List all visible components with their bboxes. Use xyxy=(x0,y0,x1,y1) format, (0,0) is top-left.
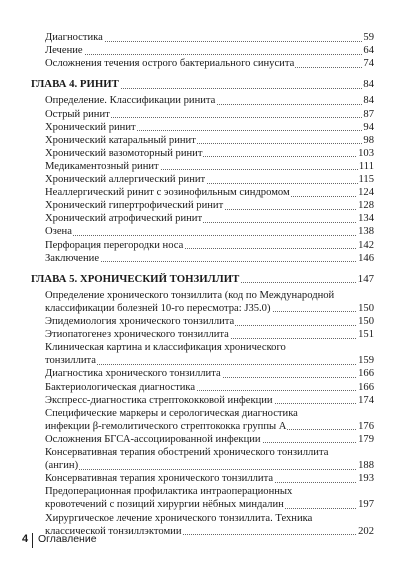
toc-entry-title: Хронический катаральный ринит xyxy=(45,134,196,146)
toc-page-number: 138 xyxy=(358,226,374,238)
toc-entry xyxy=(0,367,410,380)
toc-entry xyxy=(0,407,410,433)
toc-entry xyxy=(0,341,410,367)
toc-page-number: 151 xyxy=(358,329,374,341)
toc-entry-title: Медикаментозный ринит xyxy=(45,160,159,172)
toc-entry xyxy=(0,239,410,252)
toc-page-number: 166 xyxy=(358,368,374,380)
toc-entry-title: Определение. Классификации ринита xyxy=(45,95,216,107)
toc-page-number: 193 xyxy=(358,473,374,485)
footer-section-label: Оглавление xyxy=(38,533,97,545)
toc-page-number: 150 xyxy=(358,316,374,327)
toc-leader-dots xyxy=(45,54,370,55)
toc-entry-title: Лечение xyxy=(45,45,83,57)
toc-entry xyxy=(0,134,410,147)
toc-page-number: 94 xyxy=(363,121,374,133)
toc-entry xyxy=(0,121,410,134)
toc-chapter-heading xyxy=(0,78,410,91)
toc-entry-title: Неаллергический ринит с эозинофильным синдромом xyxy=(45,187,290,199)
toc-entry-title: Определение хронического тонзиллита (код по Международной xyxy=(45,289,335,301)
toc-entry-title: Консервативная терапия хронического тонзиллита xyxy=(45,473,274,485)
toc-entry-title-continued: кровотечений с позиций хирургии нёбных миндалин xyxy=(45,499,284,511)
toc-page-number: 115 xyxy=(358,174,374,185)
toc-entry-title-continued: классификации болезней 10-го пересмотра: J35.0) xyxy=(45,302,271,314)
toc-entry xyxy=(0,160,410,173)
toc-entry xyxy=(0,199,410,212)
toc-entry-title: Эпидемиология хронического тонзиллита xyxy=(45,316,235,327)
toc-page-number: 74 xyxy=(363,58,374,70)
toc-page-number: 134 xyxy=(358,213,374,225)
toc-page-number: 111 xyxy=(358,160,374,172)
toc-entry-title-continued: (ангин) xyxy=(45,460,79,472)
toc-page-number: 197 xyxy=(358,499,374,511)
toc-entry-title: Хронический гипертрофический ринит xyxy=(45,200,224,212)
toc-entry xyxy=(0,147,410,160)
toc-entry-title: Перфорация перегородки носа xyxy=(45,239,184,251)
toc-entry xyxy=(0,57,410,70)
toc-entry xyxy=(0,328,410,341)
toc-page-number: 179 xyxy=(358,433,374,445)
toc-entry-title: ГЛАВА 4. РИНИТ xyxy=(31,78,119,91)
toc-entry-title: Предоперационная профилактика интраоперационных xyxy=(45,486,293,498)
toc-entry xyxy=(0,472,410,485)
toc-page-number: 176 xyxy=(358,420,374,432)
toc-page-number: 146 xyxy=(358,252,374,264)
toc-entry-title: Хронический аллергический ринит xyxy=(45,174,206,185)
toc-entry xyxy=(0,31,410,44)
toc-entry xyxy=(0,252,410,265)
toc-entry-title: Осложнения течения острого бактериального синусита xyxy=(45,58,295,70)
toc-entry-title-continued: тонзиллита xyxy=(45,355,97,367)
toc-entry-title: ГЛАВА 5. ХРОНИЧЕСКИЙ ТОНЗИЛЛИТ xyxy=(31,272,240,285)
toc-entry-title: Специфические маркеры и серологическая диагностика xyxy=(45,407,298,419)
toc-chapter-heading xyxy=(0,273,410,286)
toc-page-number: 64 xyxy=(363,45,374,57)
toc-page-number: 142 xyxy=(358,239,374,251)
toc-entry-title-continued: инфекции β-гемолитического стрептококка группы А xyxy=(45,420,287,432)
toc-entry xyxy=(0,173,410,186)
toc-entry xyxy=(0,485,410,511)
toc-leader-dots xyxy=(45,469,370,470)
toc-entry-title: Хирургическое лечение хронического тонзиллита. Техника xyxy=(45,512,313,524)
toc-entry-title: Осложнения БГСА-ассоциированной инфекции xyxy=(45,433,261,445)
toc-entry-title: Консервативная терапия обострений хронического тонзиллита xyxy=(45,447,329,458)
toc-entry-title-continued: классической тонзиллэктомии xyxy=(45,525,182,537)
toc-entry-title: Заключение xyxy=(45,252,100,264)
toc-entry xyxy=(0,394,410,407)
toc-entry xyxy=(0,225,410,238)
toc-page-number: 128 xyxy=(358,200,374,212)
toc-entry-title: Хронический вазомоторный ринит xyxy=(45,147,203,159)
toc-page-number: 147 xyxy=(357,272,374,285)
toc-entry xyxy=(0,381,410,394)
toc-entry-title: Клиническая картина и классификация хронического xyxy=(45,342,286,354)
toc-page-number: 202 xyxy=(358,525,374,537)
toc-page-number: 98 xyxy=(363,134,374,146)
toc-entry-title: Диагностика хронического тонзиллита xyxy=(45,368,221,380)
toc-page-number: 124 xyxy=(358,187,374,199)
toc-entry xyxy=(0,289,410,315)
toc-page-number: 174 xyxy=(358,394,374,406)
toc-page-number: 150 xyxy=(358,302,374,314)
toc-entry-title: Этиопатогенез хронического тонзиллита xyxy=(45,329,229,341)
footer-page-number: 4 xyxy=(22,533,29,545)
toc-entry-title: Острый ринит xyxy=(45,108,110,120)
toc-entry xyxy=(0,315,410,328)
toc-page-number: 84 xyxy=(363,78,374,91)
toc-page-number: 59 xyxy=(363,32,374,43)
toc-page-number: 87 xyxy=(363,108,374,120)
toc-page-number: 159 xyxy=(358,355,374,367)
toc-entry xyxy=(0,212,410,225)
toc-entry xyxy=(0,108,410,121)
toc-entry-title: Бактериологическая диагностика xyxy=(45,381,196,393)
toc-entry xyxy=(0,446,410,472)
toc-entry xyxy=(0,44,410,57)
toc-entry-title: Хронический атрофический ринит xyxy=(45,213,203,225)
toc-page-number: 103 xyxy=(358,147,374,159)
toc-leader-dots xyxy=(45,235,370,236)
footer-divider xyxy=(32,533,33,548)
toc-entry-title: Экспресс-диагностика стрептококковой инфекции xyxy=(45,394,273,406)
toc-page-number: 188 xyxy=(358,460,374,472)
toc-page-number: 166 xyxy=(358,381,374,393)
toc-entry-title: Диагностика xyxy=(45,32,103,43)
toc-entry xyxy=(0,433,410,446)
toc-entry-title: Хронический ринит xyxy=(45,121,136,133)
toc-entry xyxy=(0,94,410,107)
toc-entry-title: Озена xyxy=(45,226,72,238)
toc-entry xyxy=(0,186,410,199)
toc-page-number: 84 xyxy=(363,95,374,107)
